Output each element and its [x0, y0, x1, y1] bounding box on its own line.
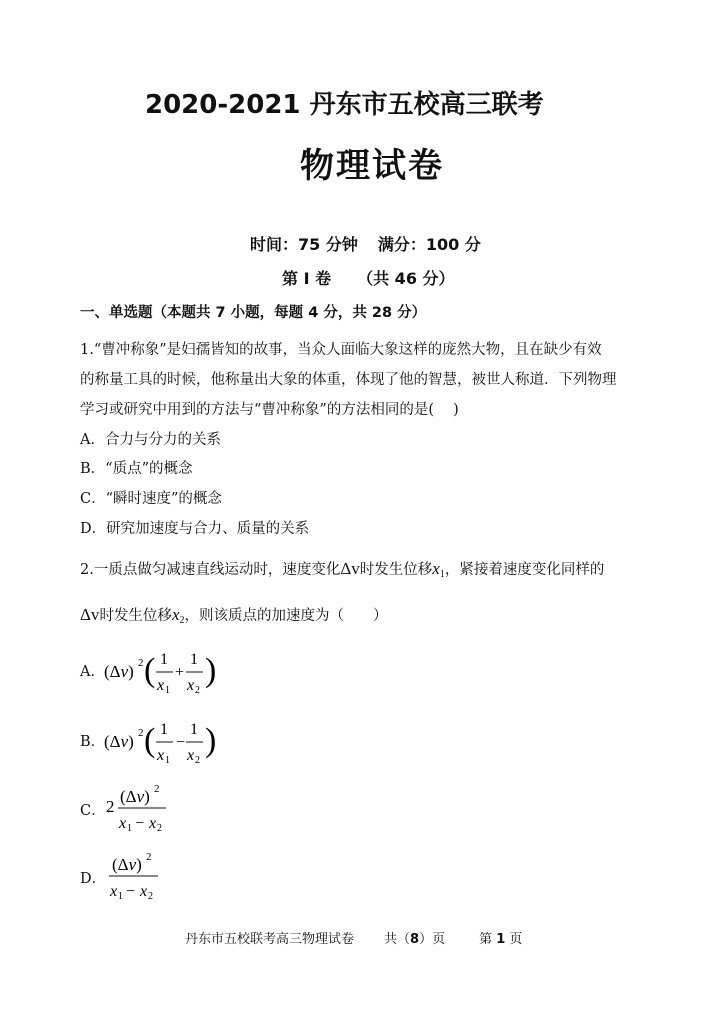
- page-footer: [185, 928, 522, 947]
- footer-doc-name: 丹东市五校联考高三物理试卷: [185, 932, 355, 947]
- svg-text:(: (: [144, 722, 156, 759]
- q1-option-d: D．研究加速度与合力、质量的关系: [80, 521, 310, 537]
- q2-option-c-label: C．: [80, 803, 106, 819]
- svg-text:2: 2: [154, 783, 160, 795]
- volume-label: 第 I 卷: [282, 269, 332, 288]
- svg-text:1: 1: [165, 685, 170, 696]
- svg-text:(Δv): (Δv): [104, 662, 134, 681]
- q2-option-d-formula: [108, 848, 178, 904]
- svg-text:−: −: [176, 734, 186, 751]
- q2-option-c-formula: [106, 780, 186, 836]
- svg-text:1: 1: [165, 755, 170, 766]
- volume-score: （共 46 分）: [357, 269, 455, 288]
- svg-text:1: 1: [190, 721, 198, 738]
- q1-line-3: 学习或研究中用到的方法与“曹冲称象”的方法相同的是( ): [80, 402, 459, 418]
- q2-option-a-label: A．: [80, 664, 105, 680]
- svg-text:(Δv): (Δv): [104, 732, 134, 751]
- svg-text:x: x: [157, 677, 165, 694]
- svg-text:2: 2: [106, 797, 115, 816]
- svg-text:x: x: [157, 747, 165, 764]
- svg-text:2: 2: [146, 851, 152, 863]
- footer-total-pages: 共（8）页: [384, 932, 446, 947]
- q2-option-d-label: D．: [80, 871, 107, 887]
- q2-line-2: Δv时发生位移$x_2$，则该质点的加速度为（ ）: [80, 605, 388, 626]
- svg-text:2: 2: [195, 755, 200, 766]
- svg-text:1: 1: [118, 891, 123, 902]
- q1-option-b: B．“质点”的概念: [80, 461, 193, 477]
- delta-v: Δv: [340, 559, 360, 578]
- svg-text:2: 2: [138, 727, 144, 739]
- volume-heading: [282, 266, 455, 289]
- svg-text:(: (: [144, 652, 156, 689]
- svg-text:x: x: [187, 677, 195, 694]
- svg-text:x: x: [187, 747, 195, 764]
- exam-subject: 物理试卷: [300, 146, 444, 186]
- exam-time-score: [250, 232, 481, 255]
- svg-text:x: x: [119, 815, 127, 832]
- svg-text:1: 1: [190, 651, 198, 668]
- q1-option-c: C．“瞬时速度”的概念: [80, 491, 222, 507]
- q2-line-1: 2.一质点做匀减速直线运动时，速度变化Δv时发生位移$x_1$，紧接着速度变化同样的: [80, 559, 605, 580]
- svg-text:x: x: [110, 883, 118, 900]
- q1-line-2: 的称量工具的时候，他称量出大象的体重，体现了他的智慧，被世人称道．下列物理: [80, 372, 617, 388]
- q2-option-b-label: B．: [80, 734, 106, 750]
- section-heading: 一、单选题（本题共 7 小题，每题 4 分，共 28 分）: [80, 305, 427, 321]
- svg-text:): ): [205, 652, 217, 689]
- score-info: 满分：100 分: [377, 235, 481, 254]
- time-info: 时间：75 分钟: [250, 235, 358, 254]
- svg-text:(Δv): (Δv): [120, 787, 150, 806]
- svg-text:2: 2: [138, 657, 144, 669]
- svg-text:2: 2: [148, 891, 153, 902]
- footer-page-number: 第 1 页: [479, 932, 523, 947]
- svg-text:x: x: [149, 815, 157, 832]
- svg-text:+: +: [175, 664, 185, 681]
- svg-text:(Δv): (Δv): [112, 855, 142, 874]
- q1-line-1: 1.“曹冲称象”是妇孺皆知的故事，当众人面临大象这样的庞然大物，且在缺少有效: [80, 342, 602, 358]
- exam-title: 2020-2021 丹东市五校高三联考: [145, 90, 544, 120]
- q2-option-a-formula: [104, 644, 224, 698]
- svg-text:1: 1: [127, 823, 132, 834]
- svg-text:1: 1: [160, 721, 168, 738]
- q2-option-b-formula: [104, 714, 224, 768]
- svg-text:x: x: [140, 883, 148, 900]
- svg-text:−: −: [135, 815, 145, 832]
- q2-formula-text: [0, 0, 1, 1]
- q1-option-a: A．合力与分力的关系: [80, 432, 221, 448]
- svg-text:1: 1: [160, 651, 168, 668]
- svg-text:2: 2: [157, 823, 162, 834]
- svg-text:): ): [205, 722, 217, 759]
- svg-text:2: 2: [195, 685, 200, 696]
- svg-text:−: −: [126, 883, 136, 900]
